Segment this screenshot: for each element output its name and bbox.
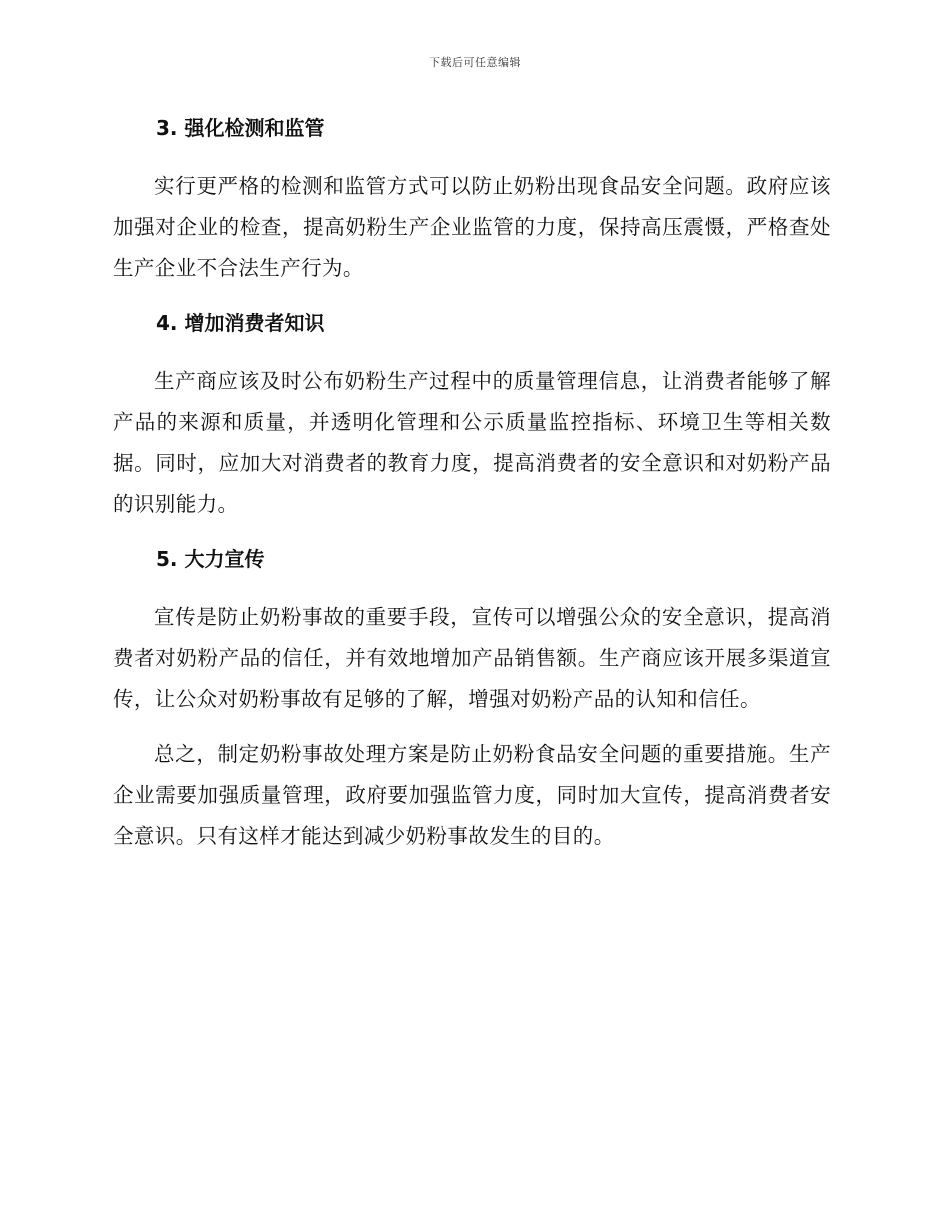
section-paragraph-4: 生产商应该及时公布奶粉生产过程中的质量管理信息，让消费者能够了解产品的来源和质量，并透明化管理和公示质量监控指标、环境卫生等相关数据。同时，应加大对消费者的教育力度，提高消费者的安全意识和对奶粉产品的识别能力。 <box>113 369 831 516</box>
section-paragraph-3: 实行更严格的检测和监管方式可以防止奶粉出现食品安全问题。政府应该加强对企业的检查，提高奶粉生产企业监管的力度，保持高压震慑，严格查处生产企业不合法生产行为。 <box>113 174 831 280</box>
conclusion-paragraph: 总之，制定奶粉事故处理方案是防止奶粉食品安全问题的重要措施。生产企业需要加强质量管理，政府要加强监管力度，同时加大宣传，提高消费者安全意识。只有这样才能达到减少奶粉事故发生的目的。 <box>113 742 831 848</box>
section-paragraph-5: 宣传是防止奶粉事故的重要手段，宣传可以增强公众的安全意识，提高消费者对奶粉产品的信任，并有效地增加产品销售额。生产商应该开展多渠道宣传，让公众对奶粉事故有足够的了解，增强对奶粉产品的认知和信任。 <box>113 605 831 711</box>
section-heading-5: 5. 大力宣传 <box>156 547 265 571</box>
section-heading-4: 4. 增加消费者知识 <box>156 311 325 335</box>
section-heading-3: 3. 强化检测和监管 <box>156 116 325 140</box>
page-header: 下载后可任意编辑 <box>429 56 521 69</box>
document-body <box>113 108 831 871</box>
